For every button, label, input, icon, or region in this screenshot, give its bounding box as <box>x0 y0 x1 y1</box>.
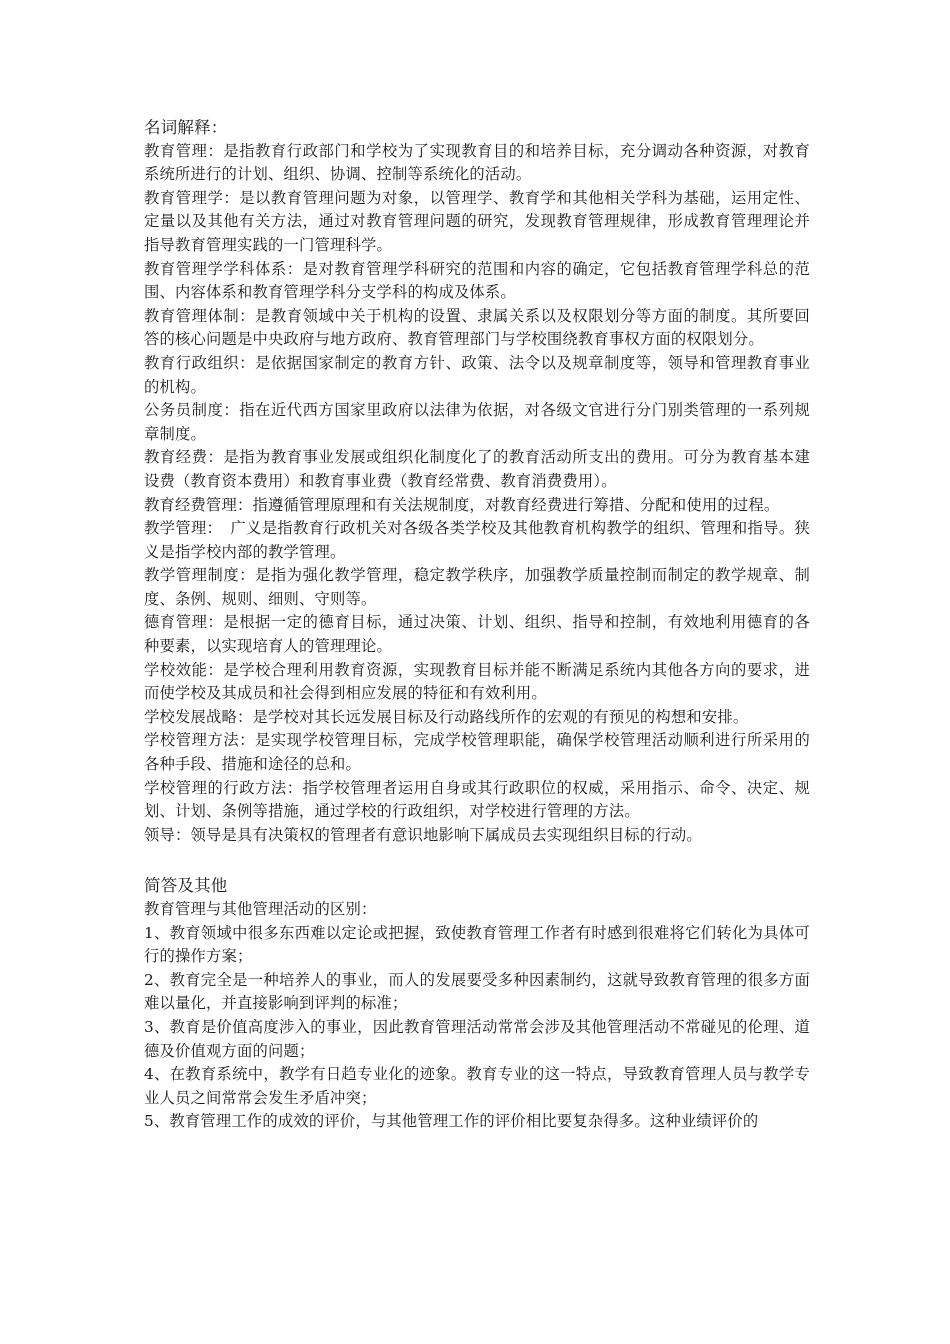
definition-item: 教育经费：是指为教育事业发展或组织化制度化了的教育活动所支出的费用。可分为教育基本建设费（教育资本费用）和教育事业费（教育经常费、教育消费费用）。 <box>144 448 810 490</box>
question-title: 教育管理与其他管理活动的区别： <box>144 900 377 918</box>
definition-item: 教育管理学学科体系：是对教育管理学科研究的范围和内容的确定，它包括教育管理学科总的范围、内容体系和教育管理学科分支学科的构成及体系。 <box>144 259 810 302</box>
section-heading-short-answers: 简答及其他 <box>144 876 228 896</box>
definition-item: 领导：领导是具有决策权的管理者有意识地影响下属成员去实现组织目标的行动。 <box>144 825 702 844</box>
definition-item: 教学管理制度：是指为强化教学管理，稳定教学秩序，加强教学质量控制而制定的教学规章、制度、条例、规则、细则、守则等。 <box>144 566 810 608</box>
definition-item: 公务员制度：指在近代西方国家里政府以法律为依据，对各级文官进行分门别类管理的一系列规章制度。 <box>144 401 810 443</box>
definitions-list <box>144 140 810 848</box>
answers-list <box>144 922 810 1134</box>
section-spacer <box>144 847 810 870</box>
definition-item: 教育管理学：是以教育管理问题为对象，以管理学、教育学和其他相关学科为基础，运用定性、定量以及其他有关方法，通过对教育管理问题的研究，发现教育管理规律，形成教育管理理论并指导教育管理实践的一门管理科学。 <box>144 188 810 254</box>
definition-item: 教学管理： 广义是指教育行政机关对各级各类学校及其他教育机构教学的组织、管理和指导。狭义是指学校内部的教学管理。 <box>144 519 810 561</box>
definition-item: 德育管理：是根据一定的德育目标，通过决策、计划、组织、指导和控制，有效地利用德育的各种要素，以实现培育人的管理理论。 <box>144 613 810 656</box>
section-heading-definitions: 名词解释： <box>144 118 228 137</box>
answer-item: 5、教育管理工作的成效的评价，与其他管理工作的评价相比要复杂得多。这种业绩评价的 <box>144 1112 759 1131</box>
definition-item: 学校管理方法：是实现学校管理目标，完成学校管理职能，确保学校管理活动顺利进行所采用的各种手段、措施和途径的总和。 <box>144 731 810 774</box>
answer-item: 3、教育是价值高度涉入的事业，因此教育管理活动常常会涉及其他管理活动不常碰见的伦理、道德及价值观方面的问题； <box>144 1017 810 1060</box>
definition-item: 教育管理体制：是教育领域中关于机构的设置、隶属关系以及权限划分等方面的制度。其所要回答的核心问题是中央政府与地方政府、教育管理部门与学校围绕教育事权方面的权限划分。 <box>144 306 810 349</box>
answer-item: 4、在教育系统中，教学有日趋专业化的迹象。教育专业的这一特点，导致教育管理人员与教学专业人员之间常常会发生矛盾冲突； <box>144 1065 810 1107</box>
definition-item: 学校发展战略：是学校对其长远发展目标及行动路线所作的宏观的有预见的构想和安排。 <box>144 707 749 726</box>
answer-item: 1、教育领域中很多东西难以定论或把握，致使教育管理工作者有时感到很难将它们转化为具体可行的操作方案； <box>144 923 810 966</box>
definition-item: 学校管理的行政方法：指学校管理者运用自身或其行政职位的权威，采用指示、命令、决定、规划、计划、条例等措施，通过学校的行政组织，对学校进行管理的方法。 <box>144 778 810 821</box>
definition-item: 教育经费管理：指遵循管理原理和有关法规制度，对教育经费进行筹措、分配和使用的过程。 <box>144 495 780 514</box>
definition-item: 学校效能：是学校合理利用教育资源，实现教育目标并能不断满足系统内其他各方向的要求，进而使学校及其成员和社会得到相应发展的特征和有效利用。 <box>144 660 810 703</box>
definition-item: 教育行政组织：是依据国家制定的教育方针、政策、法令以及规章制度等，领导和管理教育事业的机构。 <box>144 353 810 396</box>
definition-item: 教育管理：是指教育行政部门和学校为了实现教育目的和培养目标，充分调动各种资源，对教育系统所进行的计划、组织、协调、控制等系统化的活动。 <box>144 141 810 184</box>
answer-item: 2、教育完全是一种培养人的事业，而人的发展要受多种因素制约，这就导致教育管理的很多方面难以量化，并直接影响到评判的标准； <box>144 970 810 1013</box>
document-page <box>144 116 810 1134</box>
